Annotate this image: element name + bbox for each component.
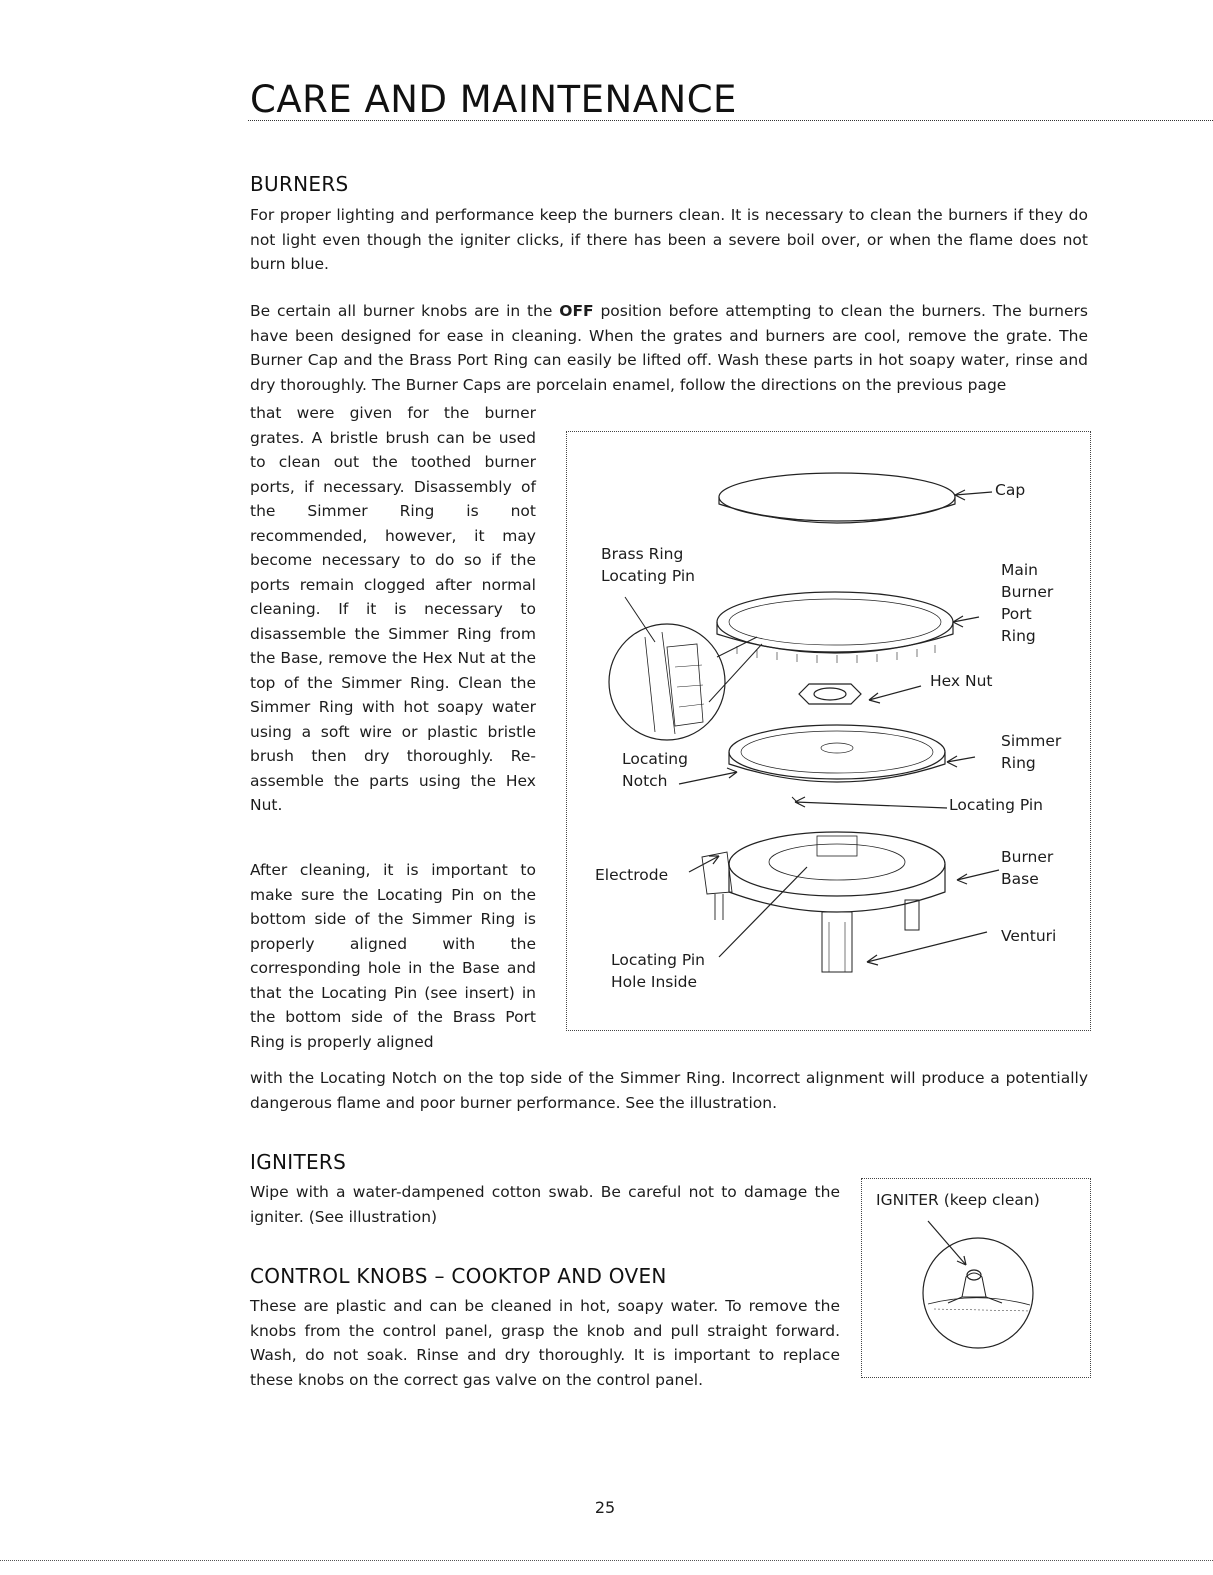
locating-notch-label-line-1: Locating: [622, 750, 688, 768]
control-knobs-text: These are plastic and can be cleaned in hot, soapy water. To remove the knobs from the control panel, grasp the knob and pull straight forward. Wash, do not soak. Rinse and dry thoroughly. It is important to replace these knobs on the correct gas valve on the control panel.: [250, 1297, 840, 1389]
burners-paragraph-2: [250, 299, 1088, 397]
burner-base-label-line-2: Base: [1001, 870, 1039, 888]
hex-nut-label: Hex Nut: [930, 672, 993, 690]
burner-base-label: [1001, 846, 1053, 890]
electrode-label: Electrode: [595, 866, 669, 884]
page-number: 25: [594, 1498, 616, 1517]
leader-lines: [679, 490, 999, 965]
port-ring-label-line-4: Ring: [1001, 627, 1036, 645]
off-emphasis: OFF: [559, 302, 594, 320]
locating-pin-label: Locating Pin: [949, 796, 1043, 814]
main-burner-port-ring-label: [1001, 559, 1053, 647]
burners-paragraph-2-continued: that were given for the burner grates. A bristle brush can be used to clean out the toothed burner ports, if necessary. Disassembly of the Simmer Ring is not recommended, however, it may become necessary to do so if the ports remain clogged after normal cleaning. If it is necessary to disassemble the Simmer Ring from the Base, remove the Hex Nut at the top of the Simmer Ring. Clean the Simmer Ring with hot soapy water using a soft wire or plastic bristle brush then dry thoroughly. Re-assemble the parts using the Hex Nut.: [250, 404, 536, 814]
page-title: CARE AND MAINTENANCE: [250, 78, 737, 121]
burner-base-label-line-1: Burner: [1001, 848, 1054, 866]
p2-text-start: Be certain all burner knobs are in the: [250, 302, 560, 320]
bottom-edge-rule: [0, 1560, 1213, 1561]
igniters-heading: IGNITERS: [250, 1150, 347, 1174]
igniter-figure: [861, 1178, 1091, 1378]
simmer-ring-label-line-1: Simmer: [1001, 732, 1062, 750]
port-ring-label-line-1: Main: [1001, 561, 1039, 579]
brass-ring-label-line-1: Brass Ring: [601, 545, 684, 563]
burner-assembly-figure: [566, 431, 1091, 1031]
port-ring-label-line-2: Burner: [1001, 583, 1054, 601]
title-underline: [248, 120, 1213, 121]
locating-notch-label: [622, 748, 688, 792]
simmer-ring-label-line-2: Ring: [1001, 754, 1036, 772]
cap-label: Cap: [995, 481, 1026, 499]
burners-paragraph-1: For proper lighting and performance keep the burners clean. It is necessary to clean the burners if they do not light even though the igniter clicks, if there has been a severe boil over, or when the flame does not burn blue.: [250, 206, 1088, 273]
port-ring-label-line-3: Port: [1001, 605, 1032, 623]
igniter-figure-label: IGNITER (keep clean): [876, 1191, 1040, 1209]
pin-hole-label-line-2: Hole Inside: [611, 973, 698, 991]
control-knobs-heading: CONTROL KNOBS – COOKTOP AND OVEN: [250, 1264, 667, 1288]
simmer-ring-drawing: [729, 725, 945, 804]
brass-ring-label-line-2: Locating Pin: [601, 567, 695, 585]
burners-paragraph-3: After cleaning, it is important to make sure the Locating Pin on the bottom side of the Simmer Ring is properly aligned with the corresponding hole in the Base and that the Locating Pin (see insert) in the bottom side of the Brass Port Ring is properly aligned: [250, 861, 536, 1051]
locating-notch-label-line-2: Notch: [622, 772, 668, 790]
port-ring-drawing: [717, 592, 953, 663]
igniters-text: Wipe with a water-dampened cotton swab. Be careful not to damage the igniter. (See illustration): [250, 1183, 840, 1226]
simmer-ring-label: [1001, 730, 1061, 774]
burner-cap-drawing: [719, 473, 955, 523]
igniter-drawing: [862, 1179, 1090, 1377]
venturi-label: Venturi: [1001, 927, 1057, 945]
p2-text-end: position before attempting to clean the burners. The burners have been designed for ease in cleaning. When the grates and burners are cool, remove the grate. The Burner Cap and the Brass Port Ring can easily be lifted off. Wash these parts in hot soapy water, rinse and dry thoroughly. The Burner Caps are porcelain enamel, follow the directions on the previous page: [250, 302, 1088, 394]
brass-ring-locating-pin-label: [601, 543, 695, 587]
burners-heading: BURNERS: [250, 172, 349, 196]
pin-hole-label-line-1: Locating Pin: [611, 951, 705, 969]
burners-paragraph-3-continued: with the Locating Notch on the top side of the Simmer Ring. Incorrect alignment will produce a potentially dangerous flame and poor burner performance. See the illustration.: [250, 1069, 1088, 1112]
hex-nut-drawing: [799, 684, 861, 704]
locating-pin-inset-drawing: [609, 597, 762, 740]
locating-pin-hole-label: [611, 949, 705, 993]
